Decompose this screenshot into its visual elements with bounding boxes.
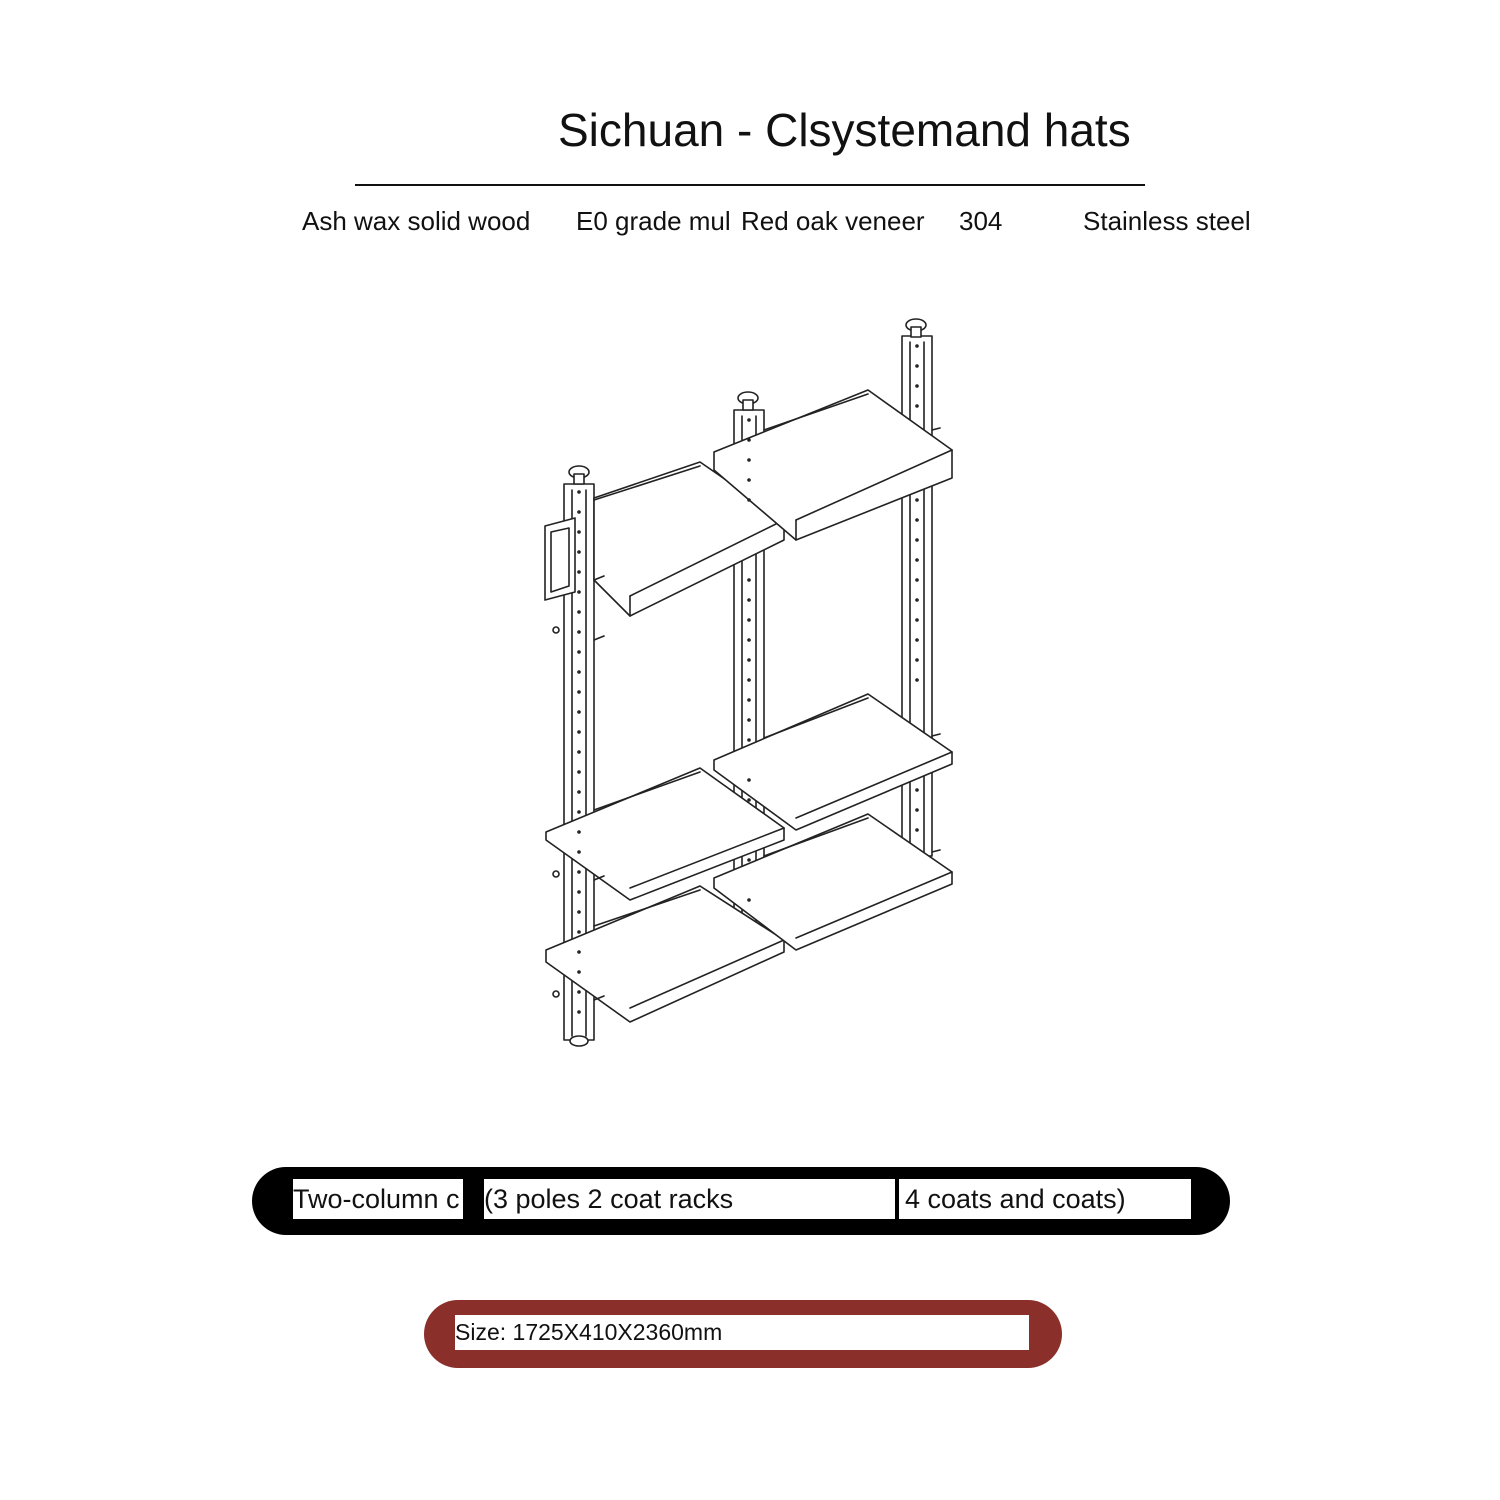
material-ash-wax: Ash wax solid wood <box>302 206 531 236</box>
material-stainless-steel: Stainless steel <box>1083 206 1251 236</box>
config-cell-columns: Two-column c <box>293 1179 463 1219</box>
material-304: 304 <box>959 206 1003 236</box>
page-title: Sichuan - Clsystemand hats <box>558 104 1131 156</box>
shelf-system-drawing-icon <box>520 310 960 1050</box>
title-divider <box>355 184 1145 186</box>
size-label: Size: 1725X410X2360mm <box>455 1315 1029 1350</box>
material-red-oak: Red oak veneer <box>741 206 925 236</box>
coat-rack-left <box>545 518 575 600</box>
config-cell-coats: 4 coats and coats) <box>899 1179 1191 1219</box>
material-e0-grade: E0 grade mul <box>576 206 731 236</box>
config-cell-poles: (3 poles 2 coat racks <box>484 1179 895 1219</box>
